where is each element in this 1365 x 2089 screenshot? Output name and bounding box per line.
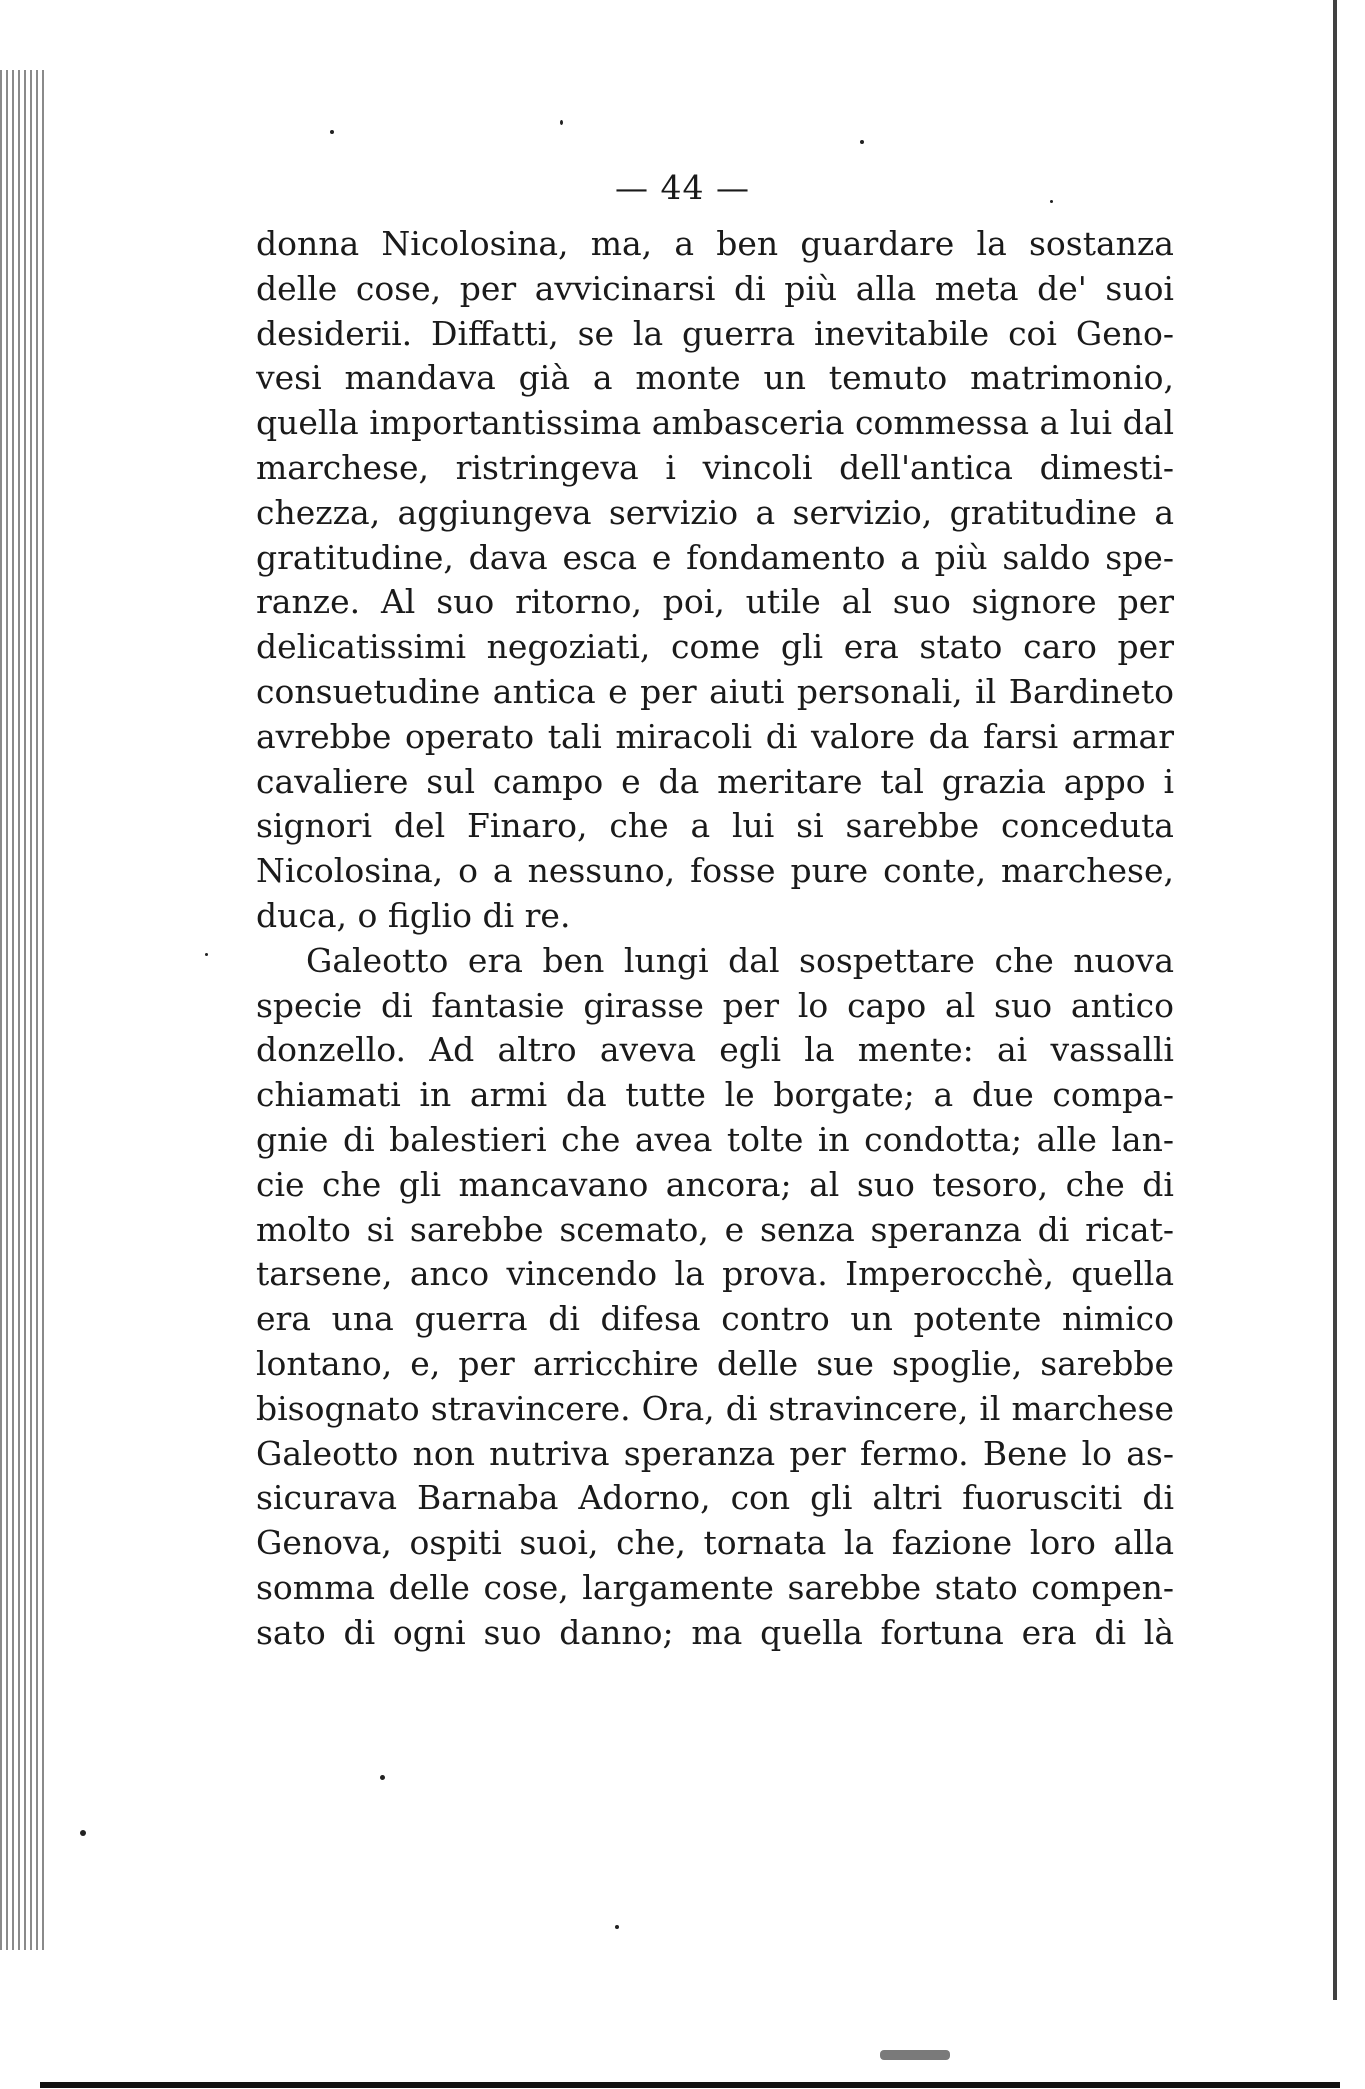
text-line: donna Nicolosina, ma, a ben guardare la sostanza [256,224,1174,263]
text-line: gnie di balestieri che avea tolte in condotta; alle lan- [256,1119,1174,1159]
text-line: cavaliere sul campo e da meritare tal grazia appo i [256,761,1174,801]
scan-smudge [880,2050,950,2060]
text-line: Galeotto era ben lungi dal sospettare che nuova [306,940,1174,980]
text-line: desiderii. Diffatti, se la guerra inevitabile coi Geno- [256,313,1174,353]
text-line: sicurava Barnaba Adorno, con gli altri fuorusciti di [256,1478,1174,1518]
text-line: Galeotto non nutriva speranza per fermo. Bene lo as- [256,1433,1174,1473]
scan-speck [205,953,208,956]
text-line: bisognato stravincere. Ora, di stravincere, il marchese [256,1388,1174,1428]
text-line: gratitudine, dava esca e fondamento a più saldo spe- [256,537,1174,577]
scan-speck [330,130,334,134]
right-page-edge [1333,0,1337,2000]
scan-speck [380,1775,385,1780]
text-line: sato di ogni suo danno; ma quella fortuna era di là [256,1612,1174,1652]
text-line: somma delle cose, largamente sarebbe stato compen- [256,1567,1174,1607]
text-line: chezza, aggiungeva servizio a servizio, gratitudine a [256,492,1174,532]
text-line: signori del Finaro, che a lui si sarebbe conceduta [256,806,1174,846]
text-line: Nicolosina, o a nessuno, fosse pure conte, marchese, [256,851,1174,891]
text-line: consuetudine antica e per aiuti personali, il Bardineto [256,671,1174,711]
text-line: donzello. Ad altro aveva egli la mente: ai vassalli [256,1030,1174,1070]
text-line: molto si sarebbe scemato, e senza speranza di ricat- [256,1209,1174,1249]
scan-speck [615,1925,619,1929]
text-line: duca, o figlio di re. [256,895,571,935]
page-number: — 44 — [615,168,750,207]
scan-speck [860,140,864,144]
text-line: lontano, e, per arricchire delle sue spoglie, sarebbe [256,1343,1174,1383]
body-text [256,222,1174,1656]
text-line: vesi mandava già a monte un temuto matrimonio, [256,358,1174,398]
text-line: tarsene, anco vincendo la prova. Imperocchè, quella [256,1254,1174,1294]
text-line: era una guerra di difesa contro un potente nimico [256,1299,1174,1339]
text-line: ranze. Al suo ritorno, poi, utile al suo signore per [256,582,1174,622]
text-line: cie che gli mancavano ancora; al suo tesoro, che di [256,1164,1174,1204]
text-line: marchese, ristringeva i vincoli dell'antica dimesti- [256,447,1174,487]
paragraph-1 [256,222,1174,939]
scan-speck [560,120,563,125]
text-line: chiamati in armi da tutte le borgate; a due compa- [256,1075,1174,1115]
text-line: avrebbe operato tali miracoli di valore da farsi armar [256,716,1174,756]
text-line: Genova, ospiti suoi, che, tornata la fazione loro alla [256,1523,1174,1563]
text-line: delle cose, per avvicinarsi di più alla meta de' suoi [256,268,1174,308]
text-line: specie di fantasie girasse per lo capo al suo antico [256,985,1174,1025]
scan-speck [80,1830,86,1836]
bottom-edge-rule [40,2082,1340,2088]
paragraph-2 [256,939,1174,1656]
binding-edge [0,70,46,1950]
text-line: delicatissimi negoziati, come gli era stato caro per [256,627,1174,667]
text-line: quella importantissima ambasceria commessa a lui dal [256,403,1174,443]
